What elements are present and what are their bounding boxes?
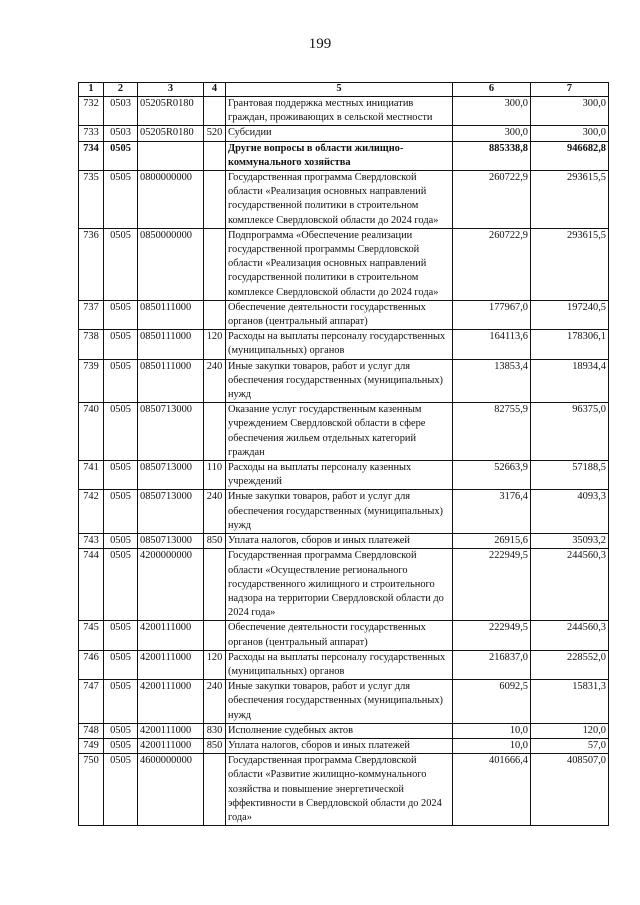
expense-type-cell: 850 xyxy=(204,534,226,549)
expense-type-cell: 240 xyxy=(204,359,226,403)
row-number-cell: 747 xyxy=(79,680,104,724)
item-name-cell: Иные закупки товаров, работ и услуг для обеспечения государственных (муниципальных) нужд xyxy=(226,359,453,403)
expense-type-cell: 850 xyxy=(204,738,226,753)
section-code-cell: 0505 xyxy=(104,549,138,621)
target-item-code-cell: 4200111000 xyxy=(138,723,204,738)
expense-type-cell: 240 xyxy=(204,490,226,534)
table-row xyxy=(79,330,609,359)
table-row xyxy=(79,549,609,621)
amount-col7-cell: 18934,4 xyxy=(531,359,609,403)
table-row xyxy=(79,723,609,738)
amount-col7-cell: 35093,2 xyxy=(531,534,609,549)
row-number-cell: 737 xyxy=(79,300,104,329)
table-row xyxy=(79,228,609,300)
amount-col6-cell: 10,0 xyxy=(453,723,531,738)
table-body xyxy=(79,97,609,826)
section-code-cell: 0505 xyxy=(104,621,138,650)
expense-type-cell xyxy=(204,403,226,461)
row-number-cell: 749 xyxy=(79,738,104,753)
table-row xyxy=(79,126,609,141)
section-code-cell: 0505 xyxy=(104,723,138,738)
section-code-cell: 0505 xyxy=(104,461,138,490)
target-item-code-cell: 4200111000 xyxy=(138,621,204,650)
section-code-cell: 0505 xyxy=(104,680,138,724)
item-name-cell: Грантовая поддержка местных инициатив граждан, проживающих в сельской местности xyxy=(226,97,453,126)
table-row xyxy=(79,359,609,403)
item-name-cell: Подпрограмма «Обеспечение реализации государственной программы Свердловской области «Реализация основных направлений государственной политики в строительном комплексе Свердловской области до 2024 года» xyxy=(226,228,453,300)
expense-type-cell xyxy=(204,549,226,621)
amount-col6-cell: 52663,9 xyxy=(453,461,531,490)
amount-col6-cell: 222949,5 xyxy=(453,621,531,650)
amount-col6-cell: 82755,9 xyxy=(453,403,531,461)
row-number-cell: 750 xyxy=(79,754,104,826)
column-header: 1 xyxy=(79,83,104,97)
expense-type-cell: 520 xyxy=(204,126,226,141)
amount-col7-cell: 300,0 xyxy=(531,97,609,126)
amount-col6-cell: 26915,6 xyxy=(453,534,531,549)
target-item-code-cell: 4200111000 xyxy=(138,738,204,753)
target-item-code-cell: 0850713000 xyxy=(138,490,204,534)
table-row xyxy=(79,738,609,753)
expense-type-cell xyxy=(204,754,226,826)
target-item-code-cell: 4600000000 xyxy=(138,754,204,826)
table-row xyxy=(79,621,609,650)
table-row xyxy=(79,680,609,724)
section-code-cell: 0505 xyxy=(104,228,138,300)
row-number-cell: 738 xyxy=(79,330,104,359)
expense-type-cell xyxy=(204,171,226,229)
amount-col6-cell: 216837,0 xyxy=(453,650,531,679)
expense-type-cell xyxy=(204,228,226,300)
target-item-code-cell: 0800000000 xyxy=(138,171,204,229)
item-name-cell: Уплата налогов, сборов и иных платежей xyxy=(226,534,453,549)
expense-type-cell xyxy=(204,141,226,170)
section-code-cell: 0505 xyxy=(104,738,138,753)
column-header: 7 xyxy=(531,83,609,97)
item-name-cell: Другие вопросы в области жилищно-коммунального хозяйства xyxy=(226,141,453,170)
target-item-code-cell: 0850713000 xyxy=(138,403,204,461)
amount-col6-cell: 885338,8 xyxy=(453,141,531,170)
amount-col7-cell: 300,0 xyxy=(531,126,609,141)
table-row xyxy=(79,534,609,549)
amount-col7-cell: 408507,0 xyxy=(531,754,609,826)
row-number-cell: 746 xyxy=(79,650,104,679)
amount-col7-cell: 293615,5 xyxy=(531,228,609,300)
column-header: 5 xyxy=(226,83,453,97)
amount-col7-cell: 244560,3 xyxy=(531,621,609,650)
row-number-cell: 743 xyxy=(79,534,104,549)
row-number-cell: 748 xyxy=(79,723,104,738)
section-code-cell: 0505 xyxy=(104,141,138,170)
row-number-cell: 735 xyxy=(79,171,104,229)
section-code-cell: 0505 xyxy=(104,171,138,229)
target-item-code-cell: 05205R0180 xyxy=(138,126,204,141)
amount-col7-cell: 244560,3 xyxy=(531,549,609,621)
expense-type-cell: 120 xyxy=(204,650,226,679)
expense-type-cell xyxy=(204,621,226,650)
amount-col7-cell: 4093,3 xyxy=(531,490,609,534)
expense-type-cell: 240 xyxy=(204,680,226,724)
section-code-cell: 0503 xyxy=(104,126,138,141)
amount-col6-cell: 260722,9 xyxy=(453,171,531,229)
expense-type-cell: 830 xyxy=(204,723,226,738)
section-code-cell: 0505 xyxy=(104,403,138,461)
target-item-code-cell: 0850713000 xyxy=(138,461,204,490)
section-code-cell: 0505 xyxy=(104,490,138,534)
expense-type-cell: 110 xyxy=(204,461,226,490)
amount-col7-cell: 293615,5 xyxy=(531,171,609,229)
row-number-cell: 742 xyxy=(79,490,104,534)
table-row xyxy=(79,300,609,329)
table-row xyxy=(79,403,609,461)
item-name-cell: Расходы на выплаты персоналу казенных учреждений xyxy=(226,461,453,490)
table-row xyxy=(79,97,609,126)
item-name-cell: Оказание услуг государственным казенным учреждением Свердловской области в сфере обеспечения жильем отдельных категорий граждан xyxy=(226,403,453,461)
item-name-cell: Государственная программа Свердловской области «Развитие жилищно-коммунального хозяйства и повышение энергетической эффективности в Свердловской области до 2024 года» xyxy=(226,754,453,826)
row-number-cell: 739 xyxy=(79,359,104,403)
target-item-code-cell: 0850713000 xyxy=(138,534,204,549)
column-header: 4 xyxy=(204,83,226,97)
target-item-code-cell: 05205R0180 xyxy=(138,97,204,126)
table-row xyxy=(79,171,609,229)
item-name-cell: Исполнение судебных актов xyxy=(226,723,453,738)
amount-col6-cell: 6092,5 xyxy=(453,680,531,724)
section-code-cell: 0505 xyxy=(104,534,138,549)
row-number-cell: 740 xyxy=(79,403,104,461)
item-name-cell: Государственная программа Свердловской области «Осуществление регионального государственного жилищного и строительного надзора на территории Свердловской области до 2024 года» xyxy=(226,549,453,621)
page-number: 199 xyxy=(308,36,332,52)
item-name-cell: Обеспечение деятельности государственных органов (центральный аппарат) xyxy=(226,300,453,329)
amount-col6-cell: 401666,4 xyxy=(453,754,531,826)
amount-col6-cell: 300,0 xyxy=(453,126,531,141)
amount-col6-cell: 222949,5 xyxy=(453,549,531,621)
amount-col6-cell: 177967,0 xyxy=(453,300,531,329)
column-header: 6 xyxy=(453,83,531,97)
row-number-cell: 744 xyxy=(79,549,104,621)
item-name-cell: Иные закупки товаров, работ и услуг для обеспечения государственных (муниципальных) нужд xyxy=(226,490,453,534)
row-number-cell: 733 xyxy=(79,126,104,141)
item-name-cell: Субсидии xyxy=(226,126,453,141)
expense-type-cell xyxy=(204,97,226,126)
target-item-code-cell: 4200111000 xyxy=(138,680,204,724)
amount-col7-cell: 178306,1 xyxy=(531,330,609,359)
section-code-cell: 0505 xyxy=(104,650,138,679)
column-header: 3 xyxy=(138,83,204,97)
amount-col6-cell: 260722,9 xyxy=(453,228,531,300)
table-row xyxy=(79,754,609,826)
item-name-cell: Обеспечение деятельности государственных органов (центральный аппарат) xyxy=(226,621,453,650)
amount-col6-cell: 13853,4 xyxy=(453,359,531,403)
item-name-cell: Уплата налогов, сборов и иных платежей xyxy=(226,738,453,753)
expense-type-cell: 120 xyxy=(204,330,226,359)
item-name-cell: Расходы на выплаты персоналу государственных (муниципальных) органов xyxy=(226,650,453,679)
target-item-code-cell: 4200111000 xyxy=(138,650,204,679)
row-number-cell: 734 xyxy=(79,141,104,170)
amount-col7-cell: 197240,5 xyxy=(531,300,609,329)
target-item-code-cell: 0850000000 xyxy=(138,228,204,300)
amount-col7-cell: 228552,0 xyxy=(531,650,609,679)
amount-col6-cell: 300,0 xyxy=(453,97,531,126)
row-number-cell: 741 xyxy=(79,461,104,490)
row-number-cell: 736 xyxy=(79,228,104,300)
expense-type-cell xyxy=(204,300,226,329)
budget-table xyxy=(78,82,609,826)
table-header-row xyxy=(79,83,609,97)
target-item-code-cell xyxy=(138,141,204,170)
item-name-cell: Иные закупки товаров, работ и услуг для обеспечения государственных (муниципальных) нужд xyxy=(226,680,453,724)
amount-col7-cell: 120,0 xyxy=(531,723,609,738)
item-name-cell: Расходы на выплаты персоналу государственных (муниципальных) органов xyxy=(226,330,453,359)
table-row xyxy=(79,141,609,170)
target-item-code-cell: 0850111000 xyxy=(138,330,204,359)
amount-col6-cell: 164113,6 xyxy=(453,330,531,359)
target-item-code-cell: 0850111000 xyxy=(138,359,204,403)
table-row xyxy=(79,461,609,490)
amount-col6-cell: 3176,4 xyxy=(453,490,531,534)
section-code-cell: 0505 xyxy=(104,330,138,359)
table-row xyxy=(79,650,609,679)
amount-col7-cell: 57188,5 xyxy=(531,461,609,490)
amount-col7-cell: 57,0 xyxy=(531,738,609,753)
target-item-code-cell: 0850111000 xyxy=(138,300,204,329)
row-number-cell: 745 xyxy=(79,621,104,650)
section-code-cell: 0505 xyxy=(104,754,138,826)
amount-col7-cell: 15831,3 xyxy=(531,680,609,724)
amount-col6-cell: 10,0 xyxy=(453,738,531,753)
amount-col7-cell: 946682,8 xyxy=(531,141,609,170)
section-code-cell: 0505 xyxy=(104,359,138,403)
row-number-cell: 732 xyxy=(79,97,104,126)
table-row xyxy=(79,490,609,534)
amount-col7-cell: 96375,0 xyxy=(531,403,609,461)
section-code-cell: 0503 xyxy=(104,97,138,126)
column-header: 2 xyxy=(104,83,138,97)
target-item-code-cell: 4200000000 xyxy=(138,549,204,621)
section-code-cell: 0505 xyxy=(104,300,138,329)
item-name-cell: Государственная программа Свердловской области «Реализация основных направлений государственной политики в строительном комплексе Свердловской области до 2024 года» xyxy=(226,171,453,229)
